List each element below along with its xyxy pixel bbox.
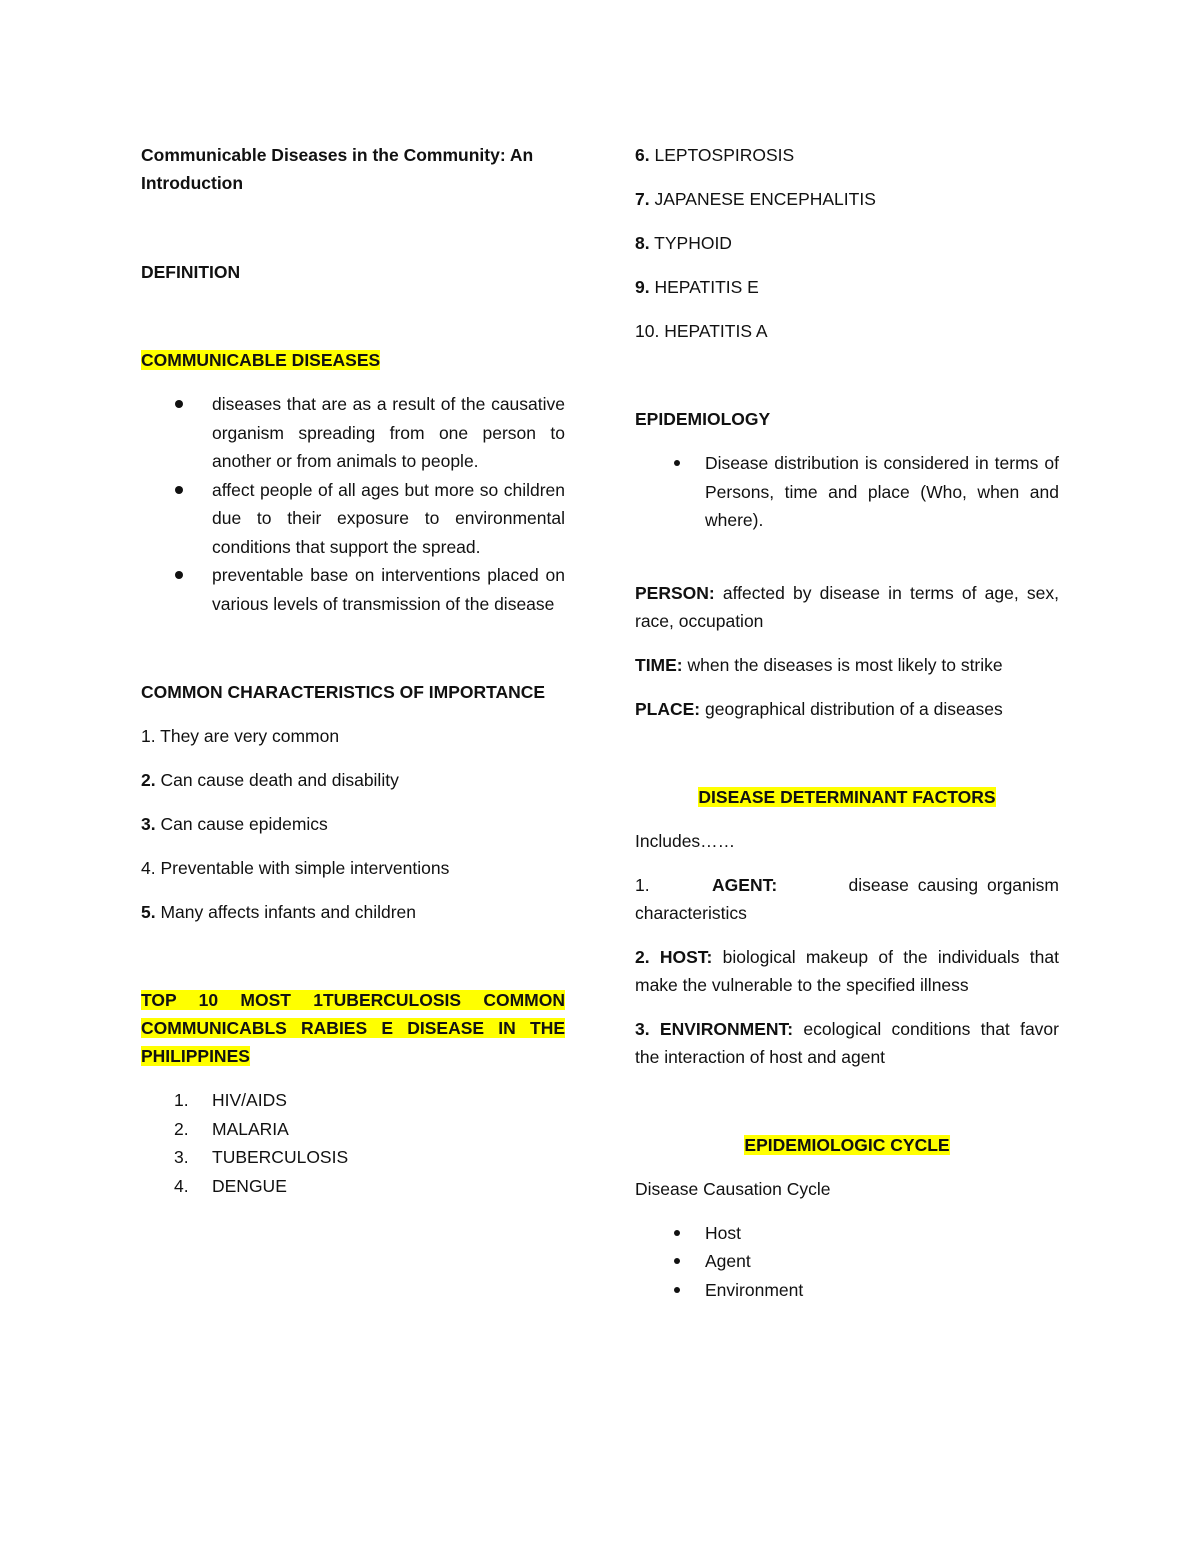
list-item: 1. They are very common	[141, 726, 340, 746]
agent-definition: 1. AGENT: disease causing organism characteristics	[635, 874, 1059, 923]
list-item: 3. TUBERCULOSIS	[174, 1147, 349, 1167]
list-item: 9. HEPATITIS E	[635, 277, 759, 297]
top10-heading: TOP 10 MOST 1TUBERCULOSIS COMMON COMMUNICABLS RABIES E DISEASE IN THE PHILIPPINES	[141, 990, 565, 1066]
right-column	[635, 140, 1059, 1304]
list-item: 4. DENGUE	[174, 1175, 287, 1196]
time-definition: TIME: when the diseases is most likely to strike	[635, 654, 1003, 675]
host-definition: 2. HOST: biological makeup of the individuals that make the vulnerable to the specified illness	[635, 946, 1059, 995]
bullet-icon	[175, 571, 183, 579]
determinant-heading: DISEASE DETERMINANT FACTORS	[698, 786, 996, 807]
top10-list	[141, 1086, 565, 1200]
characteristics-heading: COMMON CHARACTERISTICS OF IMPORTANCE	[141, 682, 546, 702]
list-item: 6. LEPTOSPIROSIS	[635, 145, 795, 165]
characteristics-list	[141, 722, 565, 926]
cycle-bullet-list	[635, 1219, 1059, 1305]
communicable-bullet-list	[141, 390, 565, 618]
left-column	[141, 140, 565, 1200]
list-item: Agent	[635, 1247, 1059, 1276]
bullet-icon	[674, 1230, 680, 1236]
list-item: 8. TYPHOID	[635, 233, 732, 253]
list-item: 2. Can cause death and disability	[141, 770, 399, 790]
environment-definition: 3. ENVIRONMENT: ecological conditions that favor the interaction of host and agent	[635, 1018, 1059, 1067]
top10-list-continued	[635, 141, 1059, 345]
epidemiology-heading: EPIDEMIOLOGY	[635, 409, 771, 429]
list-item: Disease distribution is considered in terms of Persons, time and place (Who, when and where).	[635, 449, 1059, 535]
cycle-heading: EPIDEMIOLOGIC CYCLE	[744, 1134, 950, 1155]
list-item: 10. HEPATITIS A	[635, 321, 768, 341]
bullet-icon	[175, 486, 183, 494]
list-item: affect people of all ages but more so children due to their exposure to environmental conditions that support the spread.	[141, 476, 565, 562]
list-item: 3. Can cause epidemics	[141, 814, 328, 834]
bullet-icon	[674, 1287, 680, 1293]
includes-text: Includes……	[635, 830, 736, 851]
list-item: diseases that are as a result of the causative organism spreading from one person to another or from animals to people.	[141, 390, 565, 476]
list-item: Host	[635, 1219, 1059, 1248]
list-item: Environment	[635, 1276, 1059, 1305]
epidemiology-bullet-list	[635, 449, 1059, 535]
person-definition: PERSON: affected by disease in terms of age, sex, race, occupation	[635, 582, 1059, 631]
place-definition: PLACE: geographical distribution of a diseases	[635, 698, 1003, 719]
bullet-icon	[674, 460, 680, 466]
communicable-heading: COMMUNICABLE DISEASES	[141, 350, 381, 370]
list-item: 7. JAPANESE ENCEPHALITIS	[635, 189, 876, 209]
list-item: preventable base on interventions placed on various levels of transmission of the disease	[141, 561, 565, 618]
cycle-subheading: Disease Causation Cycle	[635, 1178, 831, 1199]
document-title: Communicable Diseases in the Community: An Introduction	[141, 145, 534, 193]
list-item: 4. Preventable with simple interventions	[141, 858, 450, 878]
list-item: 5. Many affects infants and children	[141, 902, 416, 922]
bullet-icon	[175, 400, 183, 408]
list-item: 2. MALARIA	[174, 1118, 289, 1139]
definition-heading: DEFINITION	[141, 262, 241, 282]
list-item: 1. HIV/AIDS	[174, 1090, 287, 1110]
bullet-icon	[674, 1258, 680, 1264]
